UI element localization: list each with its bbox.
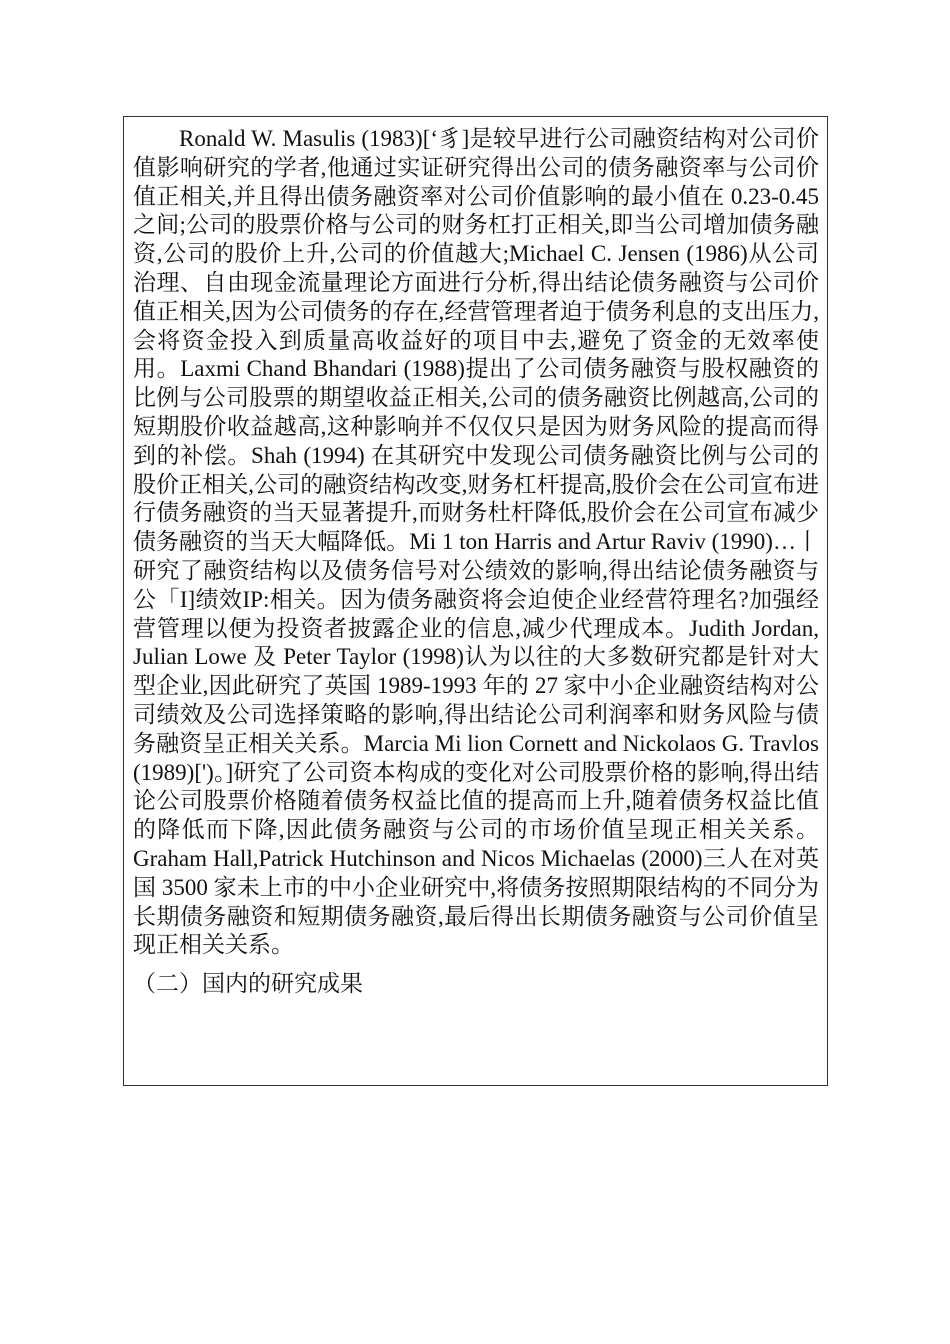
body-paragraph: Ronald W. Masulis (1983)[‘豸]是较早进行公司融资结构对公司价值影响研究的学者,他通过实证研究得出公司的债务融资率与公司价值正相关,并且得出债务融资率对公司价值影响的最小值在 0.23-0.45 之间;公司的股票价格与公司的财务杠打正相关,即当公司增加债务融资,公司的股价上升,公司的价值越大;Michael C. Jensen (1986)从公司治理、自由现金流量理论方面进行分析,得出结论债务融资与公司价值正相关,因为公司债务的存在,经营管理者迫于债务利息的支出压力,会将资金投入到质量高收益好的项目中去,避免了资金的无效率使用。Laxmi Chand Bhandari (1988)提出了公司债务融资与股权融资的比例与公司股票的期望收益正相关,公司的债务融资比例越高,公司的短期股价收益越高,这种影响并不仅仅只是因为财务风险的提高而得到的补偿。Shah (1994) 在其研究中发现公司债务融资比例与公司的股价正相关,公司的融资结构改变,财务杠杆提高,股价会在公司宣布进行债务融资的当天显著提升,而财务杜杆降低,股价会在公司宣布减少债务融资的当天大幅降低。Mi 1 ton Harris and Artur Raviv (1990)…丨研究了融资结构以及债务信号对公绩效的影响,得出结论债务融资与公「I]绩效IP:相关。因为债务融资将会迫使企业经营符理名?加强经营管理以便为投资者披露企业的信息,减少代理成本。Judith Jordan, Julian Lowe 及 Peter Taylor (1998)认为以往的大多数研究都是针对大型企业,因此研究了英国 1989-1993 年的 27 家中小企业融资结构对公司绩效及公司选择策略的影响,得出结论公司利润率和财务风险与债务融资呈正相关关系。Marcia Mi lion Cornett and Nickolaos G. Travlos (1989)[')。]研究了公司资本构成的变化对公司股票价格的影响,得出结论公司股票价格随着债务权益比值的提高而上升,随着债务权益比值的降低而下降,因此债务融资与公司的市场价值呈现正相关关系。Graham Hall,Patrick Hutchinson and Nicos Michaelas (2000)三人在对英国 3500 家未上市的中小企业研究中,将债务按照期限结构的不同分为长期债务融资和短期债务融资,最后得出长期债务融资与公司价值呈现正相关关系。	[133, 126, 819, 958]
section-heading: （二）国内的研究成果	[133, 971, 363, 997]
text-frame	[123, 116, 828, 1086]
